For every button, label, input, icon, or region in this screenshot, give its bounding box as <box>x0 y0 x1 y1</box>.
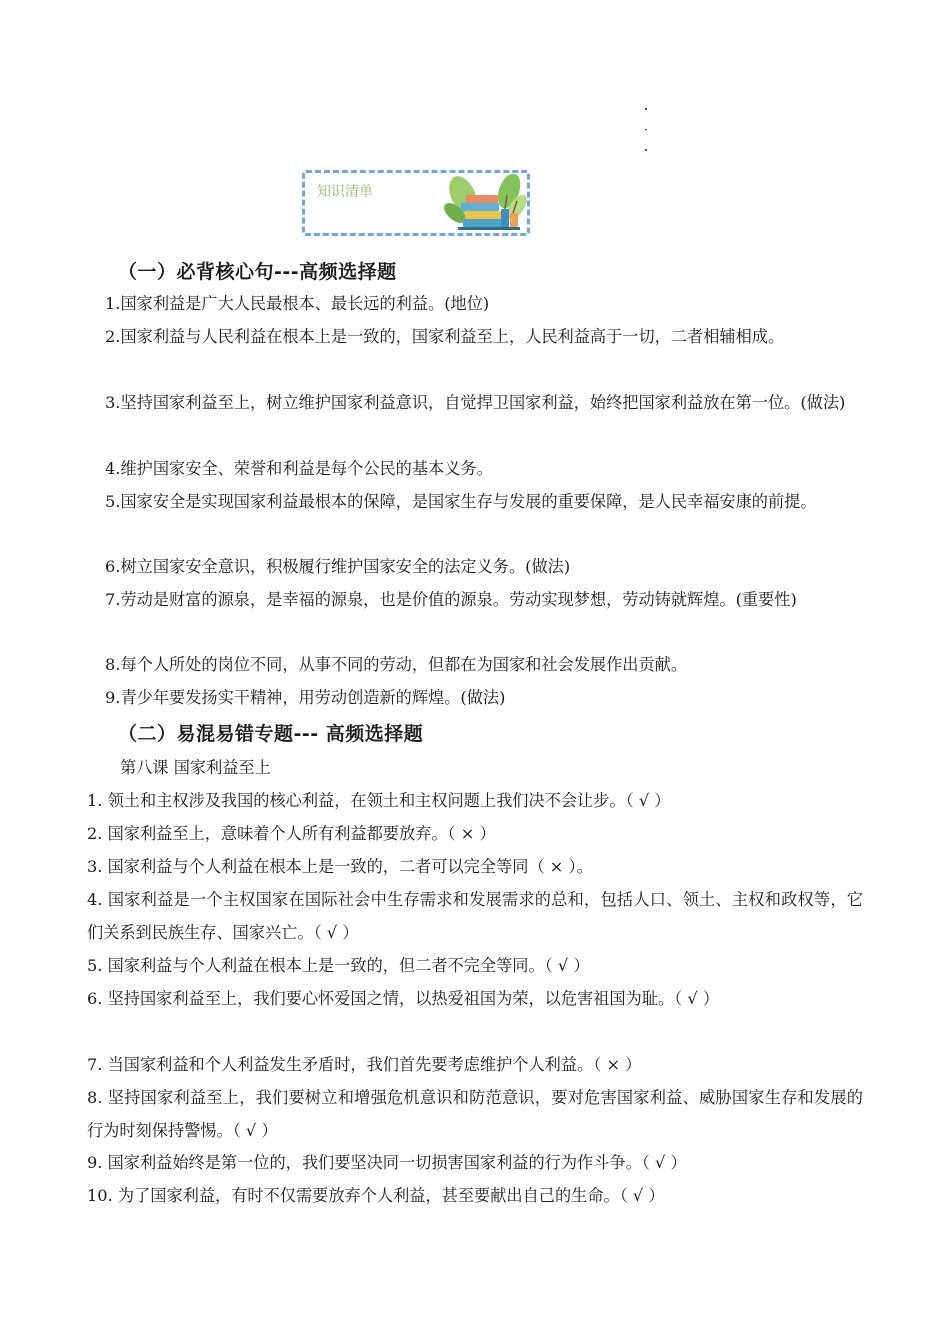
core-item: 1.国家利益是广大人民最根本、最长远的利益。(地位) <box>105 294 490 313</box>
core-item: 6.树立国家安全意识，积极履行维护国家安全的法定义务。(做法) <box>105 557 571 576</box>
judgment-item: 8. 坚持国家利益至上，我们要树立和增强危机意识和防范意识，要对危害国家利益、威胁国家生存和发展的行为时刻保持警惕。（ √ ） <box>87 1088 863 1140</box>
core-item: 7.劳动是财富的源泉，是幸福的源泉，也是价值的源泉。劳动实现梦想，劳动铸就辉煌。(重要性) <box>105 590 797 609</box>
section-1-title: （一）必背核心句---高频选择题 <box>118 261 397 283</box>
core-item: 3.坚持国家利益至上，树立维护国家利益意识，自觉捍卫国家利益，始终把国家利益放在第一位。(做法) <box>105 393 846 412</box>
core-item: 2.国家利益与人民利益在根本上是一致的，国家利益至上，人民利益高于一切，二者相辅相成。 <box>105 327 785 346</box>
judgment-item: 3. 国家利益与个人利益在根本上是一致的，二者可以完全等同（ × ）。 <box>87 857 593 876</box>
judgment-item: 1. 领土和主权涉及我国的核心利益，在领土和主权问题上我们决不会让步。（ √ ） <box>87 791 671 810</box>
judgment-item: 6. 坚持国家利益至上，我们要心怀爱国之情，以热爱祖国为荣，以危害祖国为耻。（ √ ） <box>87 989 720 1008</box>
books-and-plants-icon <box>443 173 529 233</box>
core-item: 4.维护国家安全、荣誉和利益是每个公民的基本义务。 <box>105 459 493 478</box>
lesson-subtitle: 第八课 国家利益至上 <box>120 758 271 777</box>
judgment-item: 7. 当国家利益和个人利益发生矛盾时，我们首先要考虑维护个人利益。（ × ） <box>87 1055 642 1074</box>
badge-label: 知识清单 <box>317 184 373 200</box>
section-2-title: （二）易混易错专题--- 高频选择题 <box>118 723 424 745</box>
judgment-item: 10. 为了国家利益，有时不仅需要放弃个人利益，甚至要献出自己的生命。（ √ ） <box>87 1186 665 1205</box>
judgment-item: 9. 国家利益始终是第一位的，我们要坚决同一切损害国家利益的行为作斗争。（ √ ） <box>87 1153 687 1172</box>
knowledge-list-badge <box>302 170 530 236</box>
judgment-item: 2. 国家利益至上，意味着个人所有利益都要放弃。（ × ） <box>87 824 496 843</box>
core-item: 9.青少年要发扬实干精神，用劳动创造新的辉煌。(做法) <box>105 688 506 707</box>
core-item: 8.每个人所处的岗位不同，从事不同的劳动，但都在为国家和社会发展作出贡献。 <box>105 655 688 674</box>
margin-dots <box>645 108 649 170</box>
judgment-item: 4. 国家利益是一个主权国家在国际社会中生存需求和发展需求的总和，包括人口、领土、主权和政权等，它们关系到民族生存、国家兴亡。（ √ ） <box>87 890 863 942</box>
judgment-item: 5. 国家利益与个人利益在根本上是一致的，但二者不完全等同。（ √ ） <box>87 956 590 975</box>
core-item: 5.国家安全是实现国家利益最根本的保障，是国家生存与发展的重要保障，是人民幸福安康的前提。 <box>105 492 817 511</box>
